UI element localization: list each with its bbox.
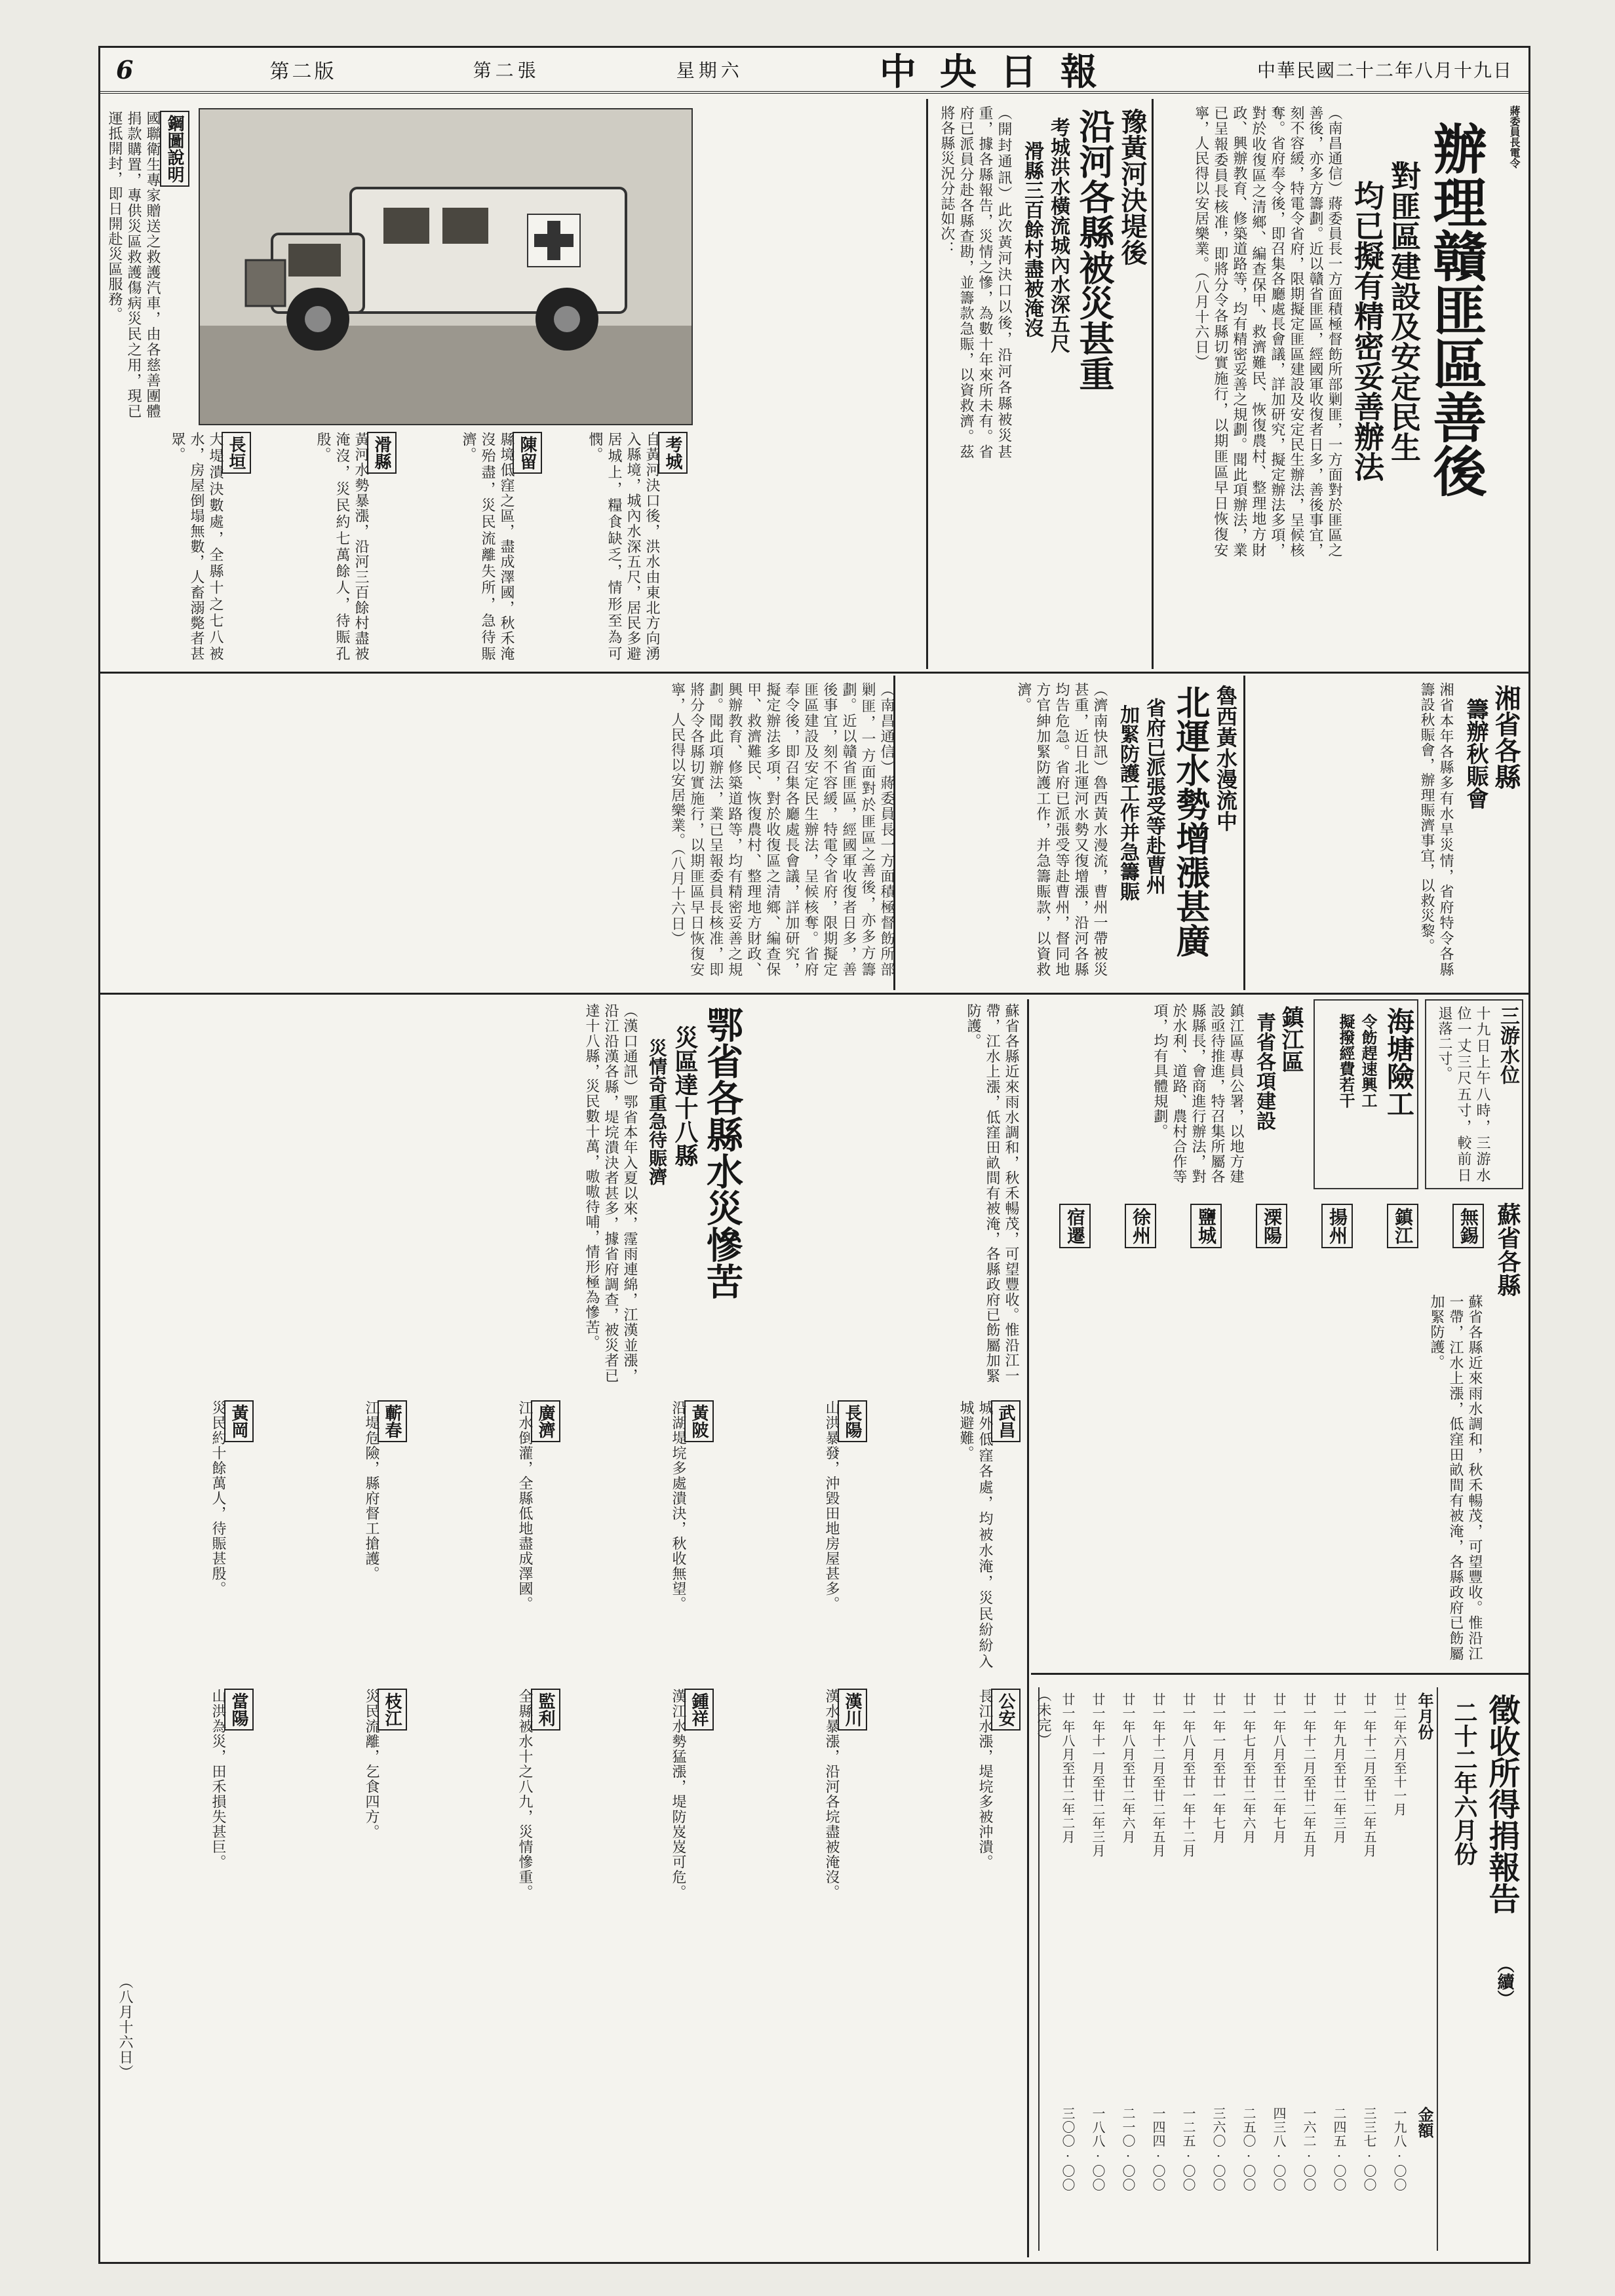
hubei-flood-article: [106, 999, 1023, 1392]
tax-row: [1348, 1687, 1378, 2251]
hubei-brief-9: [412, 1686, 563, 1961]
zhenjiang-body: 鎮江區專員公署，以地方建設亟待推進，特召集所屬各縣縣長，會商進行辦法，對於水利、道路、農村合作等項，均有具體規劃。: [1151, 1003, 1244, 1184]
tax-row: [1317, 1687, 1348, 2251]
hubei-brief-text-6: 長江水漲，堤垸多被沖潰。: [977, 1689, 993, 1869]
brief-0: [546, 429, 690, 665]
brief-text-0: 自黃河決口後，洪水由東北方向湧入縣境，城內水深五尺，居民多避居城上，糧食缺乏，情形至為可憫。: [586, 432, 660, 661]
hubei-brief-place-2: 黃陂: [684, 1400, 714, 1442]
hubei-footer-note: （八月十六日）: [117, 1974, 133, 2080]
hubei-brief-text-4: 江堤危險，縣府督工搶護。: [363, 1400, 379, 1581]
brief-place-0: 考城: [658, 432, 688, 474]
photo-caption: [106, 108, 192, 423]
hubei-brief-place-11: 當陽: [224, 1689, 254, 1731]
tax-row-amount: 三三七·〇〇: [1361, 2107, 1377, 2192]
tax-row-amount: 三六〇·〇〇: [1211, 2107, 1226, 2192]
hunan-headline: 湘省各縣: [1490, 685, 1521, 790]
shandong-deck: 加緊防護工作并急籌賑: [1116, 704, 1139, 901]
brief-text-2: 黃河水勢暴漲，沿河三百餘村盡被淹沒，災民約七萬餘人，待賑孔殷。: [314, 432, 369, 661]
tax-row-period: 廿一年八月至廿二年六月: [1120, 1693, 1136, 1844]
jiangsu-place-5: 徐州: [1125, 1204, 1156, 1248]
newspaper-page: [98, 46, 1530, 2264]
rule-top-col-2: [926, 99, 928, 669]
page-label: 第二版: [269, 60, 337, 83]
masthead: [100, 48, 1528, 94]
local-briefs: [106, 429, 690, 665]
hubei-brief-text-2: 沿湖堤垸多處潰決，秋收無望。: [670, 1400, 686, 1611]
tax-row-period: 廿一年十一月至廿二年三月: [1090, 1693, 1106, 1858]
tax-row-period: 廿一年十二月至廿二年五月: [1150, 1693, 1166, 1858]
middle-left-text: （南昌通信）蔣委員長一方面積極督飭所部剿匪，一方面對於匪區之善後，亦多方籌劃。近以贛省匪區，經國軍收復者日多，善後事宜，刻不容緩，特電令省府，限期擬定匪區建設及安定民生辦法，呈候核奪。省府奉令後，即召集各廳處長會議，詳加研究，擬定辦法多項，對於收復區之清鄉、編查保甲、救濟難民、恢復農村、整理地方財政、興辦教育、修築道路等，均有精密妥善之規劃。聞此項辦法，業已呈報委員長核准，即將分令各縣切實施行，以期匪區早日恢復安寧，人民得以安居樂業。（八月十六日）: [669, 682, 895, 977]
hubei-brief-text-5: 災民約十餘萬人，待賑甚殷。: [210, 1400, 226, 1596]
hubei-brief-2: [566, 1398, 716, 1673]
hubei-brief-text-8: 漢江水勢猛漲，堤防岌岌可危。: [670, 1689, 686, 1900]
hubei-brief-text-7: 漢水暴漲，沿河各垸盡被淹沒。: [823, 1689, 840, 1900]
tax-row: [1287, 1687, 1317, 2251]
tax-row: [1167, 1687, 1197, 2251]
hubei-brief-place-6: 公安: [991, 1689, 1021, 1731]
hubei-deck: 災情奇重急待賑濟: [646, 1039, 668, 1185]
brief-2: [255, 429, 399, 665]
tax-row-period: 廿一年八月至廿二年二月: [1060, 1693, 1076, 1844]
hunan-body: 湘省本年各縣多有水旱災情，省府特令各縣籌設秋賑會，辦理賑濟事宜，以救災黎。: [1418, 682, 1454, 977]
henan-deck-2: 滑縣三百餘村盡被淹沒: [1021, 141, 1043, 337]
shandong-headline: 北運水勢增漲甚廣: [1170, 685, 1210, 957]
hubei-brief-place-3: 廣濟: [531, 1400, 560, 1442]
hubei-brief-0: [872, 1398, 1023, 1673]
hubei-brief-3: [412, 1398, 563, 1673]
lead-article: [1156, 102, 1523, 567]
rule-lower-divider: [1027, 999, 1029, 2257]
tax-row-period: 廿一年八月至廿二年七月: [1271, 1693, 1287, 1844]
seawall-note: 擬撥經費若干: [1336, 1014, 1355, 1108]
issue-date: 中華民國二十二年八月十九日: [1256, 60, 1513, 81]
hunan-subhead: 籌辦秋賑會: [1462, 698, 1489, 809]
hubei-brief-text-10: 災民流離，乞食四方。: [363, 1689, 379, 1839]
lead-headline: 辦理贛匪區善後: [1424, 121, 1487, 497]
shandong-kicker: 魯西黃水漫流中: [1213, 685, 1238, 832]
brief-text-3: 大堤潰決數處，全縣十之七八被水，房屋倒塌無數，人畜溺斃者甚眾。: [168, 432, 224, 661]
hubei-brief-5: [108, 1398, 256, 1673]
sheet-label: 第二張: [473, 60, 540, 81]
tax-report-subtitle: 二十二年六月份: [1450, 1700, 1478, 1866]
jiangsu-body: 蘇省各縣近來雨水調和，秋禾暢茂，可望豐收。惟沿江一帶，江水上漲，低窪田畝間有被淹，各縣政府已飭屬加緊防護。: [1428, 1294, 1483, 1661]
rule-middle-band: [100, 993, 1528, 995]
ambulance-illustration: [200, 109, 691, 424]
jiangsu-place-6: 宿遷: [1059, 1204, 1091, 1248]
rule-middle-col-1: [1243, 676, 1245, 990]
jiangsu-place-0: 無錫: [1452, 1204, 1484, 1248]
jiangsu-place-3: 溧陽: [1256, 1204, 1287, 1248]
jiangsu-place-2: 揚州: [1321, 1204, 1353, 1248]
tax-row: [1106, 1687, 1137, 2251]
shandong-subhead: 省府已派張受等赴曹州: [1142, 698, 1165, 894]
henan-subhead: 沿河各縣被災甚重: [1074, 108, 1116, 391]
hubei-brief-6: [872, 1686, 1023, 1961]
jiangsu-place-4: 鹽城: [1190, 1204, 1222, 1248]
jiangsu-headline: 蘇省各縣: [1494, 1202, 1521, 1297]
tax-row-amount: 四三八·〇〇: [1271, 2107, 1287, 2192]
hubei-brief-text-11: 山洪為災，田禾損失甚巨。: [210, 1689, 226, 1869]
zhejiang-title: 三游水位: [1496, 1006, 1519, 1084]
seawall-title: 海塘險工: [1383, 1007, 1415, 1117]
lead-kicker: 蔣委員長電令: [1508, 105, 1521, 168]
lead-body: （南昌通信）蔣委員長一方面積極督飭所部剿匪，一方面對於匪區之善後，亦多方籌劃。近以贛省匪區，經國軍收復者日多，善後事宜，刻不容緩，特電令省府，限期擬定匪區建設及安定民生辦法，呈候核奪。省府奉令後，即召集各廳處長會議，詳加研究，擬定辦法多項，對於收復區之清鄉、編查保甲、救濟難民、恢復農村、整理地方財政、興辦教育、修築道路等，均有精密妥善之規劃。聞此項辦法，業已呈報委員長核准，即將分令各縣切實施行，以期匪區早日恢復安寧，人民得以安居樂業。（八月十六日）: [1192, 105, 1342, 558]
shandong-article: [899, 678, 1240, 986]
hubei-brief-place-4: 蘄春: [378, 1400, 407, 1442]
hubei-brief-text-0: 城外低窪各處，均被水淹，災民紛紛入城避難。: [957, 1400, 993, 1669]
tax-row-amount: 一四四·〇〇: [1150, 2107, 1166, 2192]
seawall-subtitle: 令飭趕速興工: [1359, 1014, 1378, 1108]
zhenjiang-headline: 鎮江區: [1277, 1006, 1304, 1073]
hubei-brief-place-1: 長陽: [838, 1400, 867, 1442]
page-number: 6: [116, 54, 134, 85]
hubei-headline: 鄂省各縣水災慘苦: [701, 1006, 744, 1299]
hubei-brief-place-5: 黃岡: [224, 1400, 254, 1442]
zhenjiang-subhead: 青省各項建設: [1253, 1012, 1275, 1130]
tax-row-period: 廿二年六月至十一月: [1391, 1693, 1407, 1816]
rule-tax-top: [1031, 1673, 1528, 1675]
hubei-brief-text-3: 江水倒灌，全縣低地盡成澤國。: [516, 1400, 533, 1611]
hubei-brief-text-9: 全縣被水十之八九，災情慘重。: [516, 1689, 533, 1900]
seawall-box: [1313, 999, 1418, 1189]
lead-subhead-1: 對匪區建設及安定民生: [1386, 161, 1422, 462]
tax-row-amount: 一八八·〇〇: [1090, 2107, 1106, 2192]
shandong-body: （濟南快訊）魯西黃水漫流，曹州一帶被災甚重，近日北運河水勢又復增漲，沿河各縣均告危急。省府已派張受等赴曹州，督同地方官紳加緊防護工作，并急籌賑款，以資救濟。: [1015, 682, 1108, 977]
tax-table: [1038, 1687, 1438, 2251]
tax-row-period: 廿一年九月至廿二年三月: [1331, 1693, 1347, 1844]
henan-body: （開封通訊）此次黃河決口以後，沿河各縣被災甚重，據各縣報告，災情之慘，為數十年來所未有。省府已派員分赴各縣查勘，並籌款急賑，以資救濟。茲將各縣災況分誌如次：: [938, 105, 1012, 459]
hubei-brief-place-0: 武昌: [991, 1400, 1021, 1442]
hubei-brief-place-9: 監利: [531, 1689, 560, 1731]
tax-col-header-0: 年月份: [1415, 1693, 1434, 1740]
hubei-brief-7: [719, 1686, 870, 1961]
hubei-subhead: 災區達十八縣: [671, 1025, 699, 1167]
tax-row-period: 廿一年十二月至廿二年五月: [1361, 1693, 1377, 1858]
tax-row-amount: 二四五·〇〇: [1331, 2107, 1347, 2192]
middle-left-briefs: [106, 678, 899, 986]
weekday: 星期六: [676, 60, 743, 81]
lead-subhead-2: 均已擬有精密妥善辦法: [1350, 180, 1385, 482]
tax-row-period: 廿一年七月至廿二年六月: [1241, 1693, 1256, 1844]
tax-row: [1378, 1687, 1408, 2251]
brief-1: [400, 429, 545, 665]
hubei-brief-4: [259, 1398, 410, 1673]
photo-caption-label: 鋼圖說明: [160, 111, 189, 187]
brief-3: [107, 429, 254, 665]
tax-row-amount: 三〇〇·〇〇: [1060, 2107, 1076, 2192]
tax-row-period: 廿一年八月至廿一年十二月: [1180, 1693, 1196, 1858]
zhejiang-text: 十九日上午八時，三游水位一丈三尺五寸，較前日退落二寸。: [1435, 1006, 1490, 1183]
henan-headline: 豫黃河決堤後: [1117, 108, 1148, 265]
tax-report: [1030, 1681, 1523, 2257]
tax-row: [1257, 1687, 1287, 2251]
brief-text-1: 縣境低窪之區，盡成澤國，秋禾淹沒殆盡，災民流離失所，急待賑濟。: [459, 432, 515, 661]
hunan-note: [1248, 678, 1523, 986]
brief-place-2: 滑縣: [367, 432, 397, 474]
ambulance-photo: [199, 108, 693, 425]
tax-col-header-1: 金額: [1415, 2107, 1434, 2138]
tax-footer-note: （未完）: [1035, 1687, 1051, 1748]
hubei-body-right: 蘇省各縣近來雨水調和，秋禾暢茂，可望豐收。惟沿江一帶，江水上漲，低窪田畝間有被淹，各縣政府已飭屬加緊防護。: [964, 1003, 1019, 1383]
hubei-brief-place-7: 漢川: [838, 1689, 867, 1731]
hubei-brief-10: [259, 1686, 410, 1961]
tax-row-amount: 一九八·〇〇: [1391, 2107, 1407, 2192]
tax-row-amount: 一二五·〇〇: [1180, 2107, 1196, 2192]
hubei-brief-8: [566, 1686, 716, 1961]
rule-top-band: [100, 672, 1528, 674]
jiangsu-place-1: 鎮江: [1387, 1204, 1418, 1248]
tax-row: [1076, 1687, 1106, 2251]
tax-row-amount: 一六二·〇〇: [1301, 2107, 1317, 2192]
tax-row: [1227, 1687, 1257, 2251]
tax-row-period: 廿一年一月至廿一年七月: [1211, 1693, 1226, 1844]
brief-place-3: 長垣: [222, 432, 251, 474]
hubei-brief-place-8: 鍾祥: [684, 1689, 714, 1731]
brief-place-1: 陳留: [513, 432, 542, 474]
tax-row-amount: 二五〇·〇〇: [1241, 2107, 1256, 2192]
paper-name: 中央日報: [879, 50, 1121, 94]
hubei-brief-11: [108, 1686, 256, 1961]
hubei-brief-text-1: 山洪暴發，沖毀田地房屋甚多。: [823, 1400, 840, 1611]
tax-row-amount: 二一〇·〇〇: [1120, 2107, 1136, 2192]
tax-row-period: 廿一年十二月至廿二年五月: [1301, 1693, 1317, 1858]
tax-report-title: 徵收所得捐報告: [1483, 1694, 1520, 1914]
zhejiang-water-box: [1425, 999, 1523, 1189]
photo-caption-text: 國聯衛生專家贈送之救護汽車，由各慈善團體捐款購置，專供災區救護傷病災民之用，現已運抵開封，即日開赴災區服務。: [106, 111, 161, 419]
henan-flood-article: [932, 102, 1148, 469]
rule-top-col-1: [1152, 99, 1154, 669]
tax-report-note: （續）: [1494, 1956, 1514, 2007]
rule-middle-col-2: [893, 676, 895, 990]
hubei-brief-1: [719, 1398, 870, 1673]
zhenjiang-note: [1030, 999, 1306, 1189]
hubei-body: （漢口通訊）鄂省本年入夏以來，霪雨連綿，江漢並漲，沿江沿漢各縣，堤垸潰決者甚多，據省府調查，被災者已達十八縣，災民數十萬，嗷嗷待哺，情形極為慘苦。: [583, 1003, 638, 1383]
tax-row: [1137, 1687, 1167, 2251]
hubei-brief-place-10: 枝江: [378, 1689, 407, 1731]
hubei-briefs: [106, 1398, 1023, 2249]
jiangsu-column: [1030, 1196, 1523, 1668]
tax-row: [1197, 1687, 1227, 2251]
henan-deck-1: 考城洪水橫流城內水深五尺: [1047, 117, 1070, 353]
